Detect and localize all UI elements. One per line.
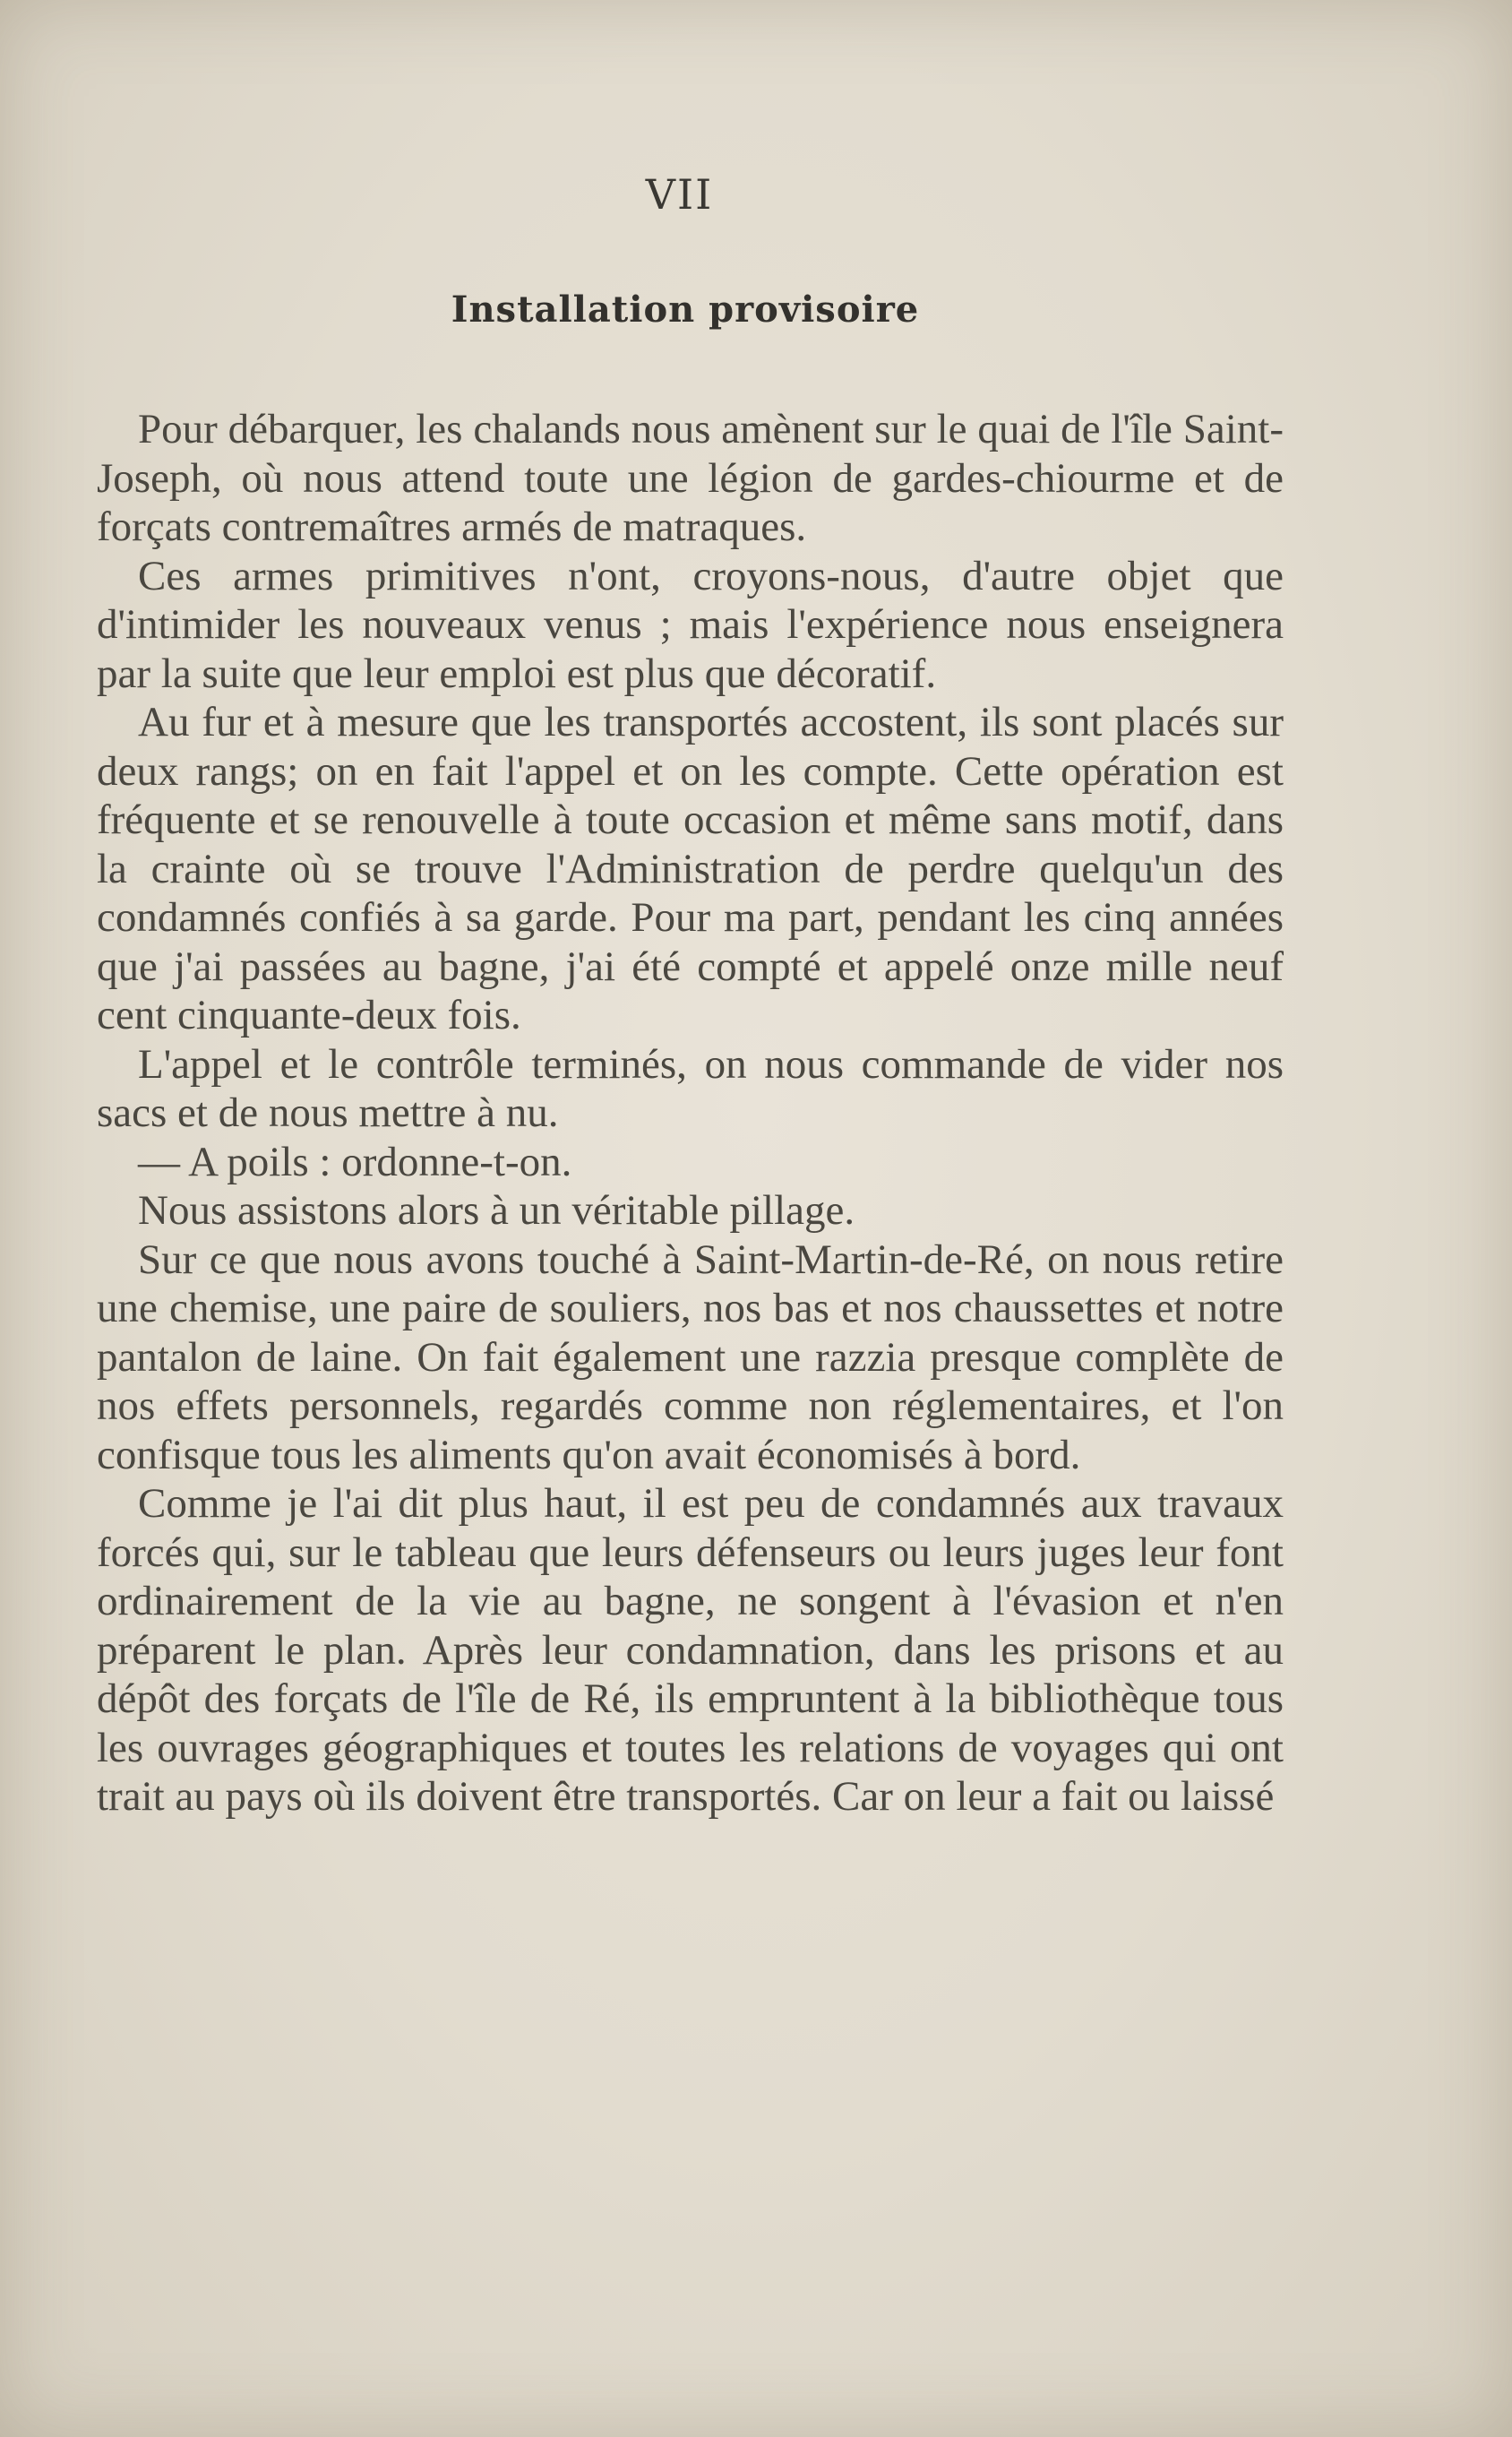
- chapter-number: VII: [645, 170, 714, 219]
- paragraph: Au fur et à mesure que les transportés accostent, ils sont placés sur deux rangs; on en fait l'appel et on les compte. Cette opération est fréquente et se renouvelle à toute occasion et même sans motif, dans la crainte où se trouve l'Administration de perdre quelqu'un des condamnés confiés à sa garde. Pour ma part, pendant les cinq années que j'ai passées au bagne, j'ai été compté et appelé onze mille neuf cent cinquante-deux fois.: [97, 699, 1284, 1038]
- paragraph: Ces armes primitives n'ont, croyons-nous, d'autre objet que d'intimider les nouveaux venus ; mais l'expérience nous enseignera par la suite que leur emploi est plus que décoratif.: [97, 552, 1284, 697]
- paragraph: Nous assistons alors à un véritable pillage.: [138, 1187, 855, 1234]
- paragraph: Comme je l'ai dit plus haut, il est peu de condamnés aux travaux forcés qui, sur le tableau que leurs défenseurs ou leurs juges leur font ordinairement de la vie au bagne, ne songent à l'évasion et n'en préparent le plan. Après leur condamnation, dans les prisons et au dépôt des forçats de l'île de Ré, ils empruntent à la bibliothèque tous les ouvrages géographiques et toutes les relations de voyages qui ont trait au pays où ils doivent être transportés. Car on leur a fait ou laissé: [97, 1480, 1284, 1820]
- paragraph: Sur ce que nous avons touché à Saint-Martin-de-Ré, on nous retire une chemise, une paire de souliers, nos bas et nos chaussettes et notre pantalon de laine. On fait également une razzia presque complète de nos effets personnels, regardés comme non réglementaires, et l'on confisque tous les aliments qu'on avait économisés à bord.: [97, 1236, 1284, 1478]
- paragraph: — A poils : ordonne-t-on.: [138, 1138, 572, 1185]
- chapter-title: Installation provisoire: [451, 288, 920, 331]
- paragraph: L'appel et le contrôle terminés, on nous commande de vider nos sacs et de nous mettre à nu.: [97, 1040, 1284, 1136]
- paragraph: Pour débarquer, les chalands nous amènent sur le quai de l'île Saint-Joseph, où nous attend toute une légion de gardes-chiourme et de forçats contremaîtres armés de matraques.: [97, 406, 1284, 550]
- chapter-text: [97, 405, 1284, 1821]
